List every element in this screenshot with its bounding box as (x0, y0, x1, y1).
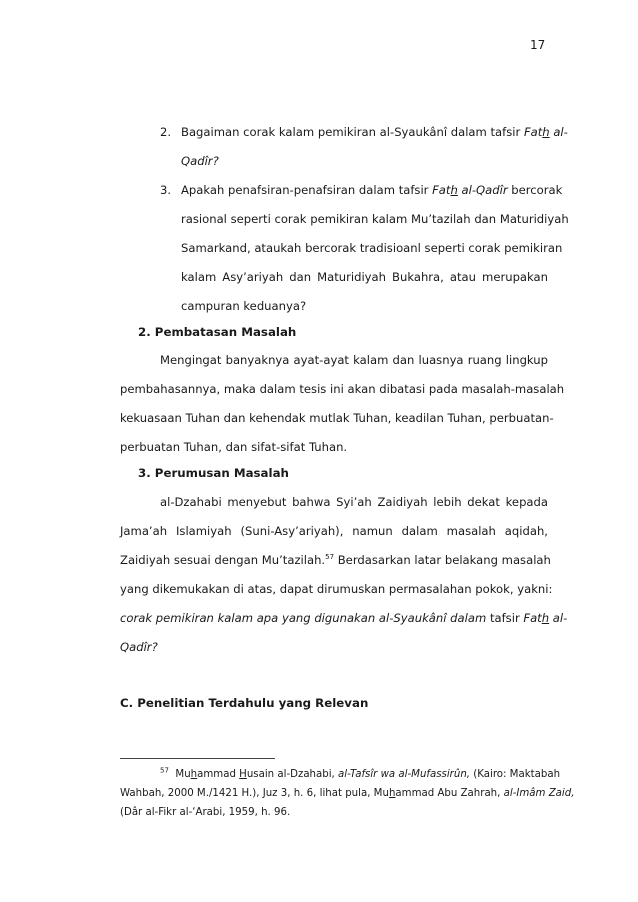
section-3-heading: 3. Perumusan Masalah (138, 466, 289, 480)
list-item-3-line-3: Samarkand, ataukah bercorak tradisioanl seperti corak pemikiran (181, 241, 563, 255)
footnote-line-3: (Dâr al-Fikr al-‘Arabi, 1959, h. 96. (120, 807, 291, 818)
section-3-paragraph-line-5: corak pemikiran kalam apa yang digunakan al-Syaukânî dalam tafsir Fath al- (120, 611, 568, 625)
footnote-ref-57[interactable]: 57 (325, 553, 335, 562)
section-3-paragraph-line-2: Jama’ah Islamiyah (Suni-Asy’ariyah), namun dalam masalah aqidah, (120, 524, 548, 538)
section-3-paragraph-line-3: Zaidiyah sesuai dengan Mu’tazilah.$^{57}$ Berdasarkan latar belakang masalah (120, 553, 551, 567)
section-3-paragraph-line-1: al-Dzahabi menyebut bahwa Syi’ah Zaidiyah lebih dekat kepada (160, 495, 548, 509)
list-item-3-line-1: Apakah penafsiran-penafsiran dalam tafsir Fath al-Qadîr bercorak (181, 183, 563, 197)
list-item-3-line-5: campuran keduanya? (181, 299, 307, 313)
list-item-2-line-1: Bagaiman corak kalam pemikiran al-Syaukânî dalam tafsir Fath al- (181, 125, 568, 139)
footnote-number: 57 (160, 766, 169, 775)
footnote-line-2: Wahbah, 2000 M./1421 H.), Juz 3, h. 6, lihat pula, Muhammad Abu Zahrah, al-Imâm Zaid, (120, 788, 575, 799)
section-2-paragraph-line-1: Mengingat banyaknya ayat-ayat kalam dan luasnya ruang lingkup (160, 353, 548, 367)
list-item-2-number: 2. (160, 125, 172, 139)
footnote-separator (120, 758, 275, 759)
footnote-line-1: $^{57}$ Muhammad Husain al-Dzahabi, al-Tafsîr wa al-Mufassirûn, (Kairo: Maktabah (160, 766, 561, 780)
list-item-2-line-2: Qadîr? (181, 154, 219, 168)
section-c-heading: C. Penelitian Terdahulu yang Relevan (120, 696, 369, 710)
section-3-paragraph-line-4: yang dikemukakan di atas, dapat dirumuskan permasalahan pokok, yakni: (120, 582, 553, 596)
list-item-3-number: 3. (160, 183, 172, 197)
section-2-paragraph-line-2: pembahasannya, maka dalam tesis ini akan dibatasi pada masalah-masalah (120, 382, 565, 396)
section-3-paragraph-line-6: Qadîr? (120, 640, 158, 654)
section-2-paragraph-line-3: kekuasaan Tuhan dan kehendak mutlak Tuhan, keadilan Tuhan, perbuatan- (120, 411, 554, 425)
list-item-3-line-2: rasional seperti corak pemikiran kalam Mu’tazilah dan Maturidiyah (181, 212, 569, 226)
section-2-paragraph-line-4: perbuatan Tuhan, dan sifat-sifat Tuhan. (120, 440, 348, 454)
page-number: 17 (530, 38, 546, 52)
section-2-heading: 2. Pembatasan Masalah (138, 325, 297, 339)
list-item-3-line-4: kalam Asy’ariyah dan Maturidiyah Bukahra, atau merupakan (181, 270, 548, 284)
